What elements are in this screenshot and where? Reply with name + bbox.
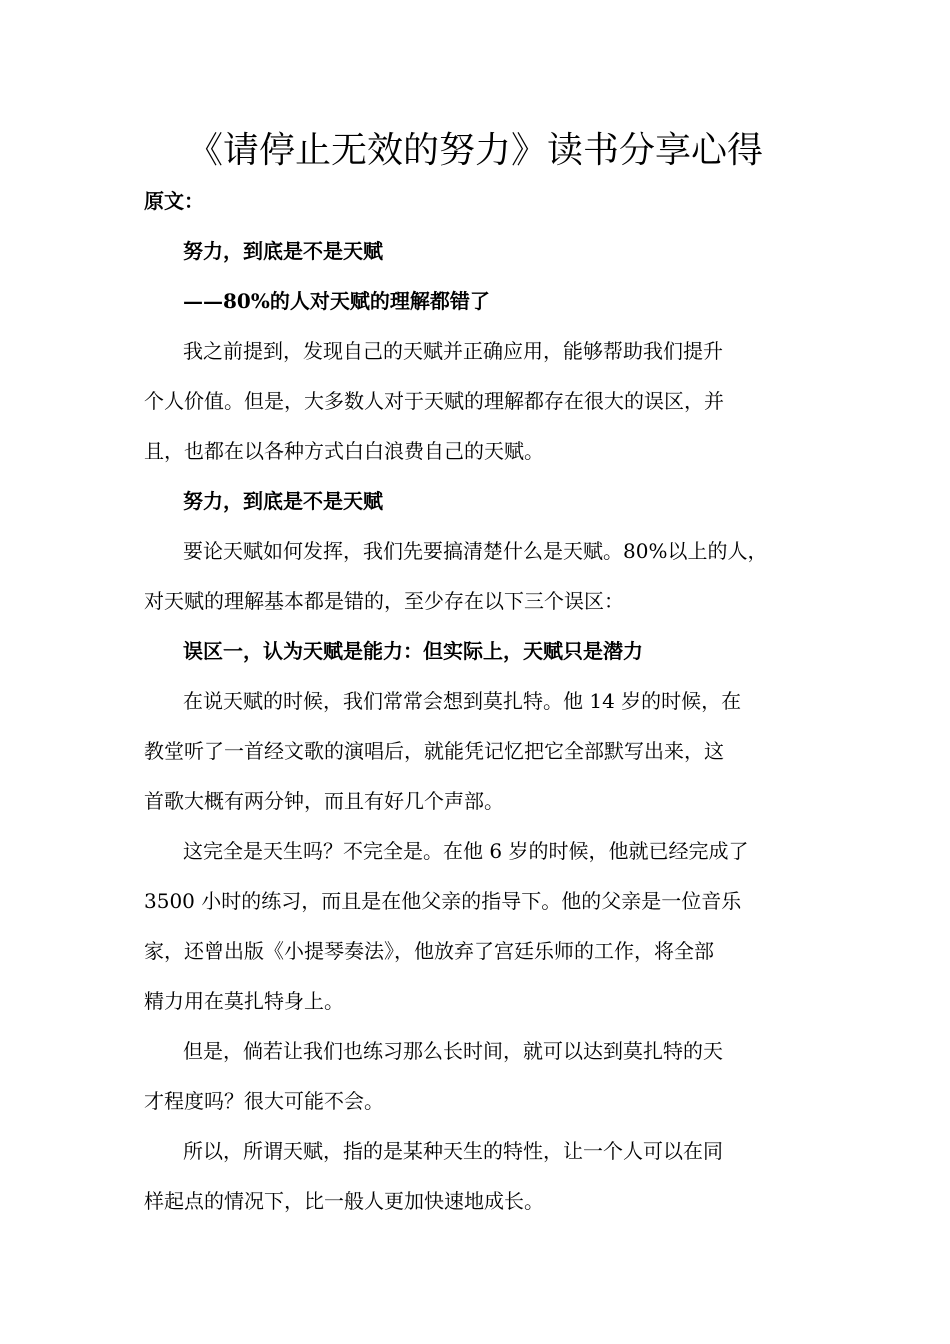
paragraph-line: 精力用在莫扎特身上。	[144, 989, 344, 1013]
paragraph-line: 教堂听了一首经文歌的演唱后，就能凭记忆把它全部默写出来，这	[144, 739, 724, 763]
paragraph-line: 样起点的情况下，比一般人更加快速地成长。	[144, 1189, 544, 1213]
paragraph-line: 要论天赋如何发挥，我们先要搞清楚什么是天赋。80%以上的人，	[183, 539, 768, 563]
misconception-heading: 误区一，认为天赋是能力：但实际上，天赋只是潜力	[183, 639, 643, 663]
paragraph-line: 3500 小时的练习，而且是在他父亲的指导下。他的父亲是一位音乐	[144, 889, 742, 913]
paragraph-line: 这完全是天生吗？不完全是。在他 6 岁的时候，他就已经完成了	[183, 839, 749, 863]
section-subheading: ——80%的人对天赋的理解都错了	[183, 289, 490, 313]
section-heading: 努力，到底是不是天赋	[183, 489, 383, 513]
paragraph-line: 对天赋的理解基本都是错的，至少存在以下三个误区：	[144, 589, 624, 613]
paragraph-line: 我之前提到，发现自己的天赋并正确应用，能够帮助我们提升	[183, 339, 723, 363]
paragraph-line: 在说天赋的时候，我们常常会想到莫扎特。他 14 岁的时候，在	[183, 689, 742, 713]
document-title: 《请停止无效的努力》读书分享心得	[186, 130, 763, 171]
paragraph-line: 个人价值。但是，大多数人对于天赋的理解都存在很大的误区，并	[144, 389, 724, 413]
paragraph-line: 且，也都在以各种方式白白浪费自己的天赋。	[144, 439, 544, 463]
paragraph-line: 才程度吗？很大可能不会。	[144, 1089, 384, 1113]
paragraph-line: 首歌大概有两分钟，而且有好几个声部。	[144, 789, 504, 813]
original-text-label: 原文：	[144, 189, 204, 213]
paragraph-line: 家，还曾出版《小提琴奏法》，他放弃了宫廷乐师的工作，将全部	[144, 939, 714, 963]
paragraph-line: 但是，倘若让我们也练习那么长时间，就可以达到莫扎特的天	[183, 1039, 723, 1063]
section-heading: 努力，到底是不是天赋	[183, 239, 383, 263]
paragraph-line: 所以，所谓天赋，指的是某种天生的特性，让一个人可以在同	[183, 1139, 723, 1163]
